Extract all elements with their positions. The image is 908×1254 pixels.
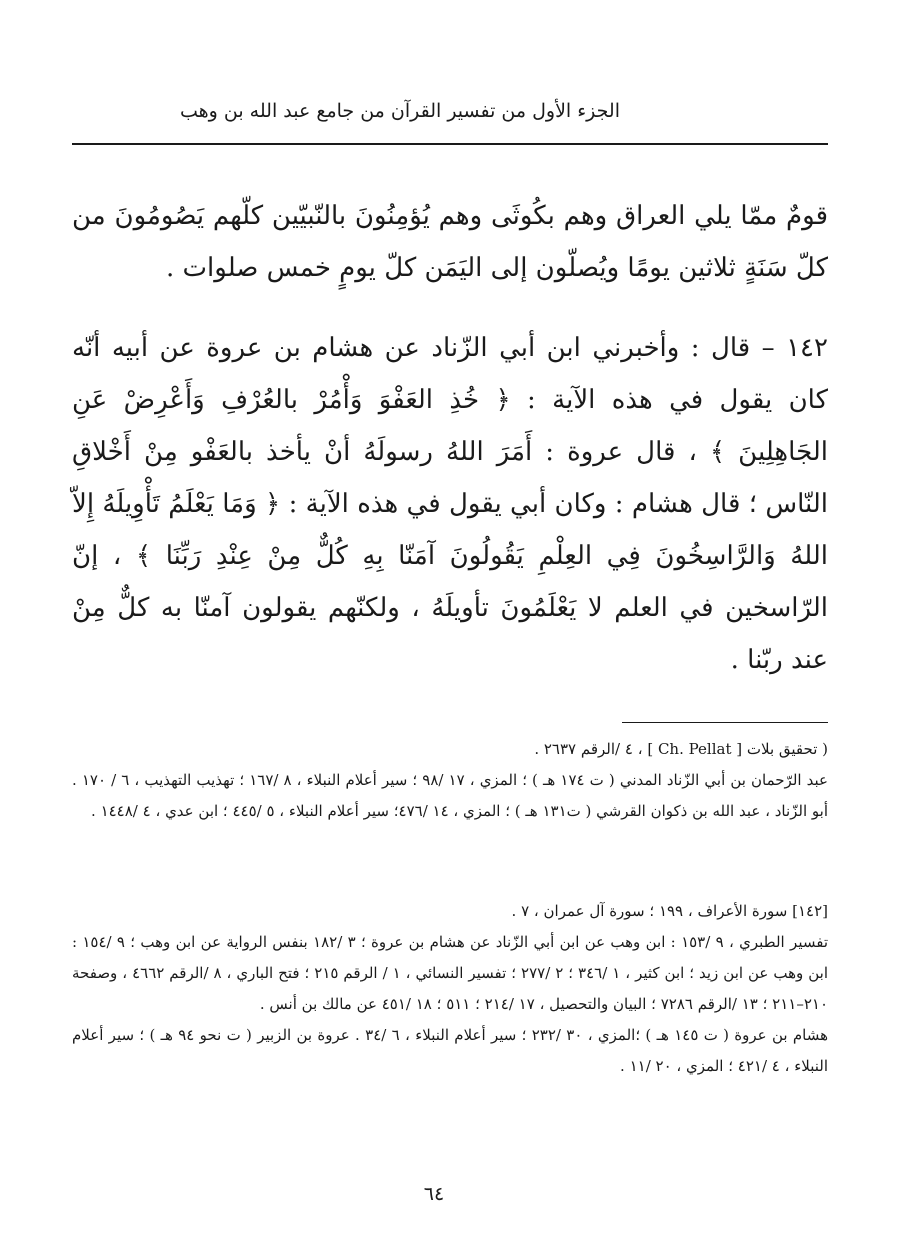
paragraph-text: ١٤٢ – قال : وأخبرني ابن أبي الزّناد عن هشام بن عروة عن أبيه أنّه كان يقول في هذه الآية : ﴿ خُذِ العَفْوَ وَأْمُرْ بالعُرْفِ وَأَعْرِضْ عَنِ الجَاهِلِينَ ﴾ ، قال عروة : أَمَرَ اللهُ رسولَهُ أنْ يأخذ بالعَفْو مِنْ أَخْلاقِ النّاس ؛ قال هشام : وكان أبي يقول في هذه الآية : ﴿ وَمَا يَعْلَمُ تَأْوِيلَهُ إِلاّ اللهُ وَالرَّاسِخُونَ فِي العِلْمِ يَقُولُونَ آمَنّا بِهِ كُلٌّ مِنْ عِنْدِ رَبِّنَا ﴾ ، إنّ الرّاسخين في العلم لا يَعْلَمُونَ تأويلَهُ ، ولكنّهم يقولون آمنّا به كلٌّ مِنْ عند ربّنا .	[72, 333, 828, 675]
running-header: الجزء الأول من تفسير القرآن من جامع عبد الله بن وهب	[180, 100, 620, 122]
header-divider	[72, 143, 828, 145]
footnotes-block-2	[72, 896, 828, 1082]
footnote-divider	[622, 722, 828, 723]
main-text-paragraph-2	[72, 322, 828, 686]
main-text-paragraph-1	[72, 190, 828, 294]
footnote-line: تفسير الطبري ، ٩ /١٥٣ : ابن وهب عن ابن أبي الزّناد عن هشام بن عروة ؛ ٣ /١٨٢ بنفس الرواية عن ابن وهب ؛ ٩ /١٥٤ : ابن وهب عن ابن زيد ؛ ابن كثير ، ١ /٣٤٦ ؛ ٢ /٢٧٧ ؛ تفسير النسائي ، ١ / الرقم ٢١٥ ؛ فتح الباري ، ٨ /الرقم ٤٦٦٢ ، وصفحة ٢١٠–٢١١ ؛ ١٣ /الرقم ٧٢٨٦ ؛ البيان والتحصيل ، ١٧ /٢١٤ ؛ ٥١١ ؛ ١٨ /٤٥١ عن مالك بن أنس .	[72, 933, 828, 1013]
footnotes-block-1	[72, 734, 828, 827]
footnote-line: [١٤٢] سورة الأعراف ، ١٩٩ ؛ سورة آل عمران ، ٧ .	[511, 902, 828, 920]
footnote-line: عبد الرّحمان بن أبي الزّناد المدني ( ت ١٧٤ هـ ) ؛ المزي ، ١٧ /٩٨ ؛ سير أعلام النبلاء ، ٨ /١٦٧ ؛ تهذيب التهذيب ، ٦ / ١٧٠ . أبو الزّناد ، عبد الله بن ذكوان القرشي ( ت١٣١ هـ ) ؛ المزي ، ١٤ /٤٧٦؛ سير أعلام النبلاء ، ٥ /٤٤٥ ؛ ابن عدي ، ٤ /١٤٤٨ .	[72, 771, 828, 820]
footnote-line: ( تحقيق بلات [ Ch. Pellat ] ، ٤ /الرقم ٢٦٣٧ .	[534, 740, 828, 758]
footnote-line: هشام بن عروة ( ت ١٤٥ هـ ) ؛المزي ، ٣٠ /٢٣٢ ؛ سير أعلام النبلاء ، ٦ /٣٤ . عروة بن الزبير ( ت نحو ٩٤ هـ ) ؛ سير أعلام النبلاء ، ٤ /٤٢١ ؛ المزي ، ٢٠ /١١ .	[72, 1026, 828, 1075]
page-number: ٦٤	[423, 1183, 445, 1205]
paragraph-text: قومٌ ممّا يلي العراق وهم بكُوثَى وهم يُؤمِنُونَ بالنّبيّين كلّهم يَصُومُونَ من كلّ سَنَةٍ ثلاثين يومًا ويُصلّون إلى اليَمَن كلّ يومٍ خمس صلوات .	[72, 201, 828, 283]
